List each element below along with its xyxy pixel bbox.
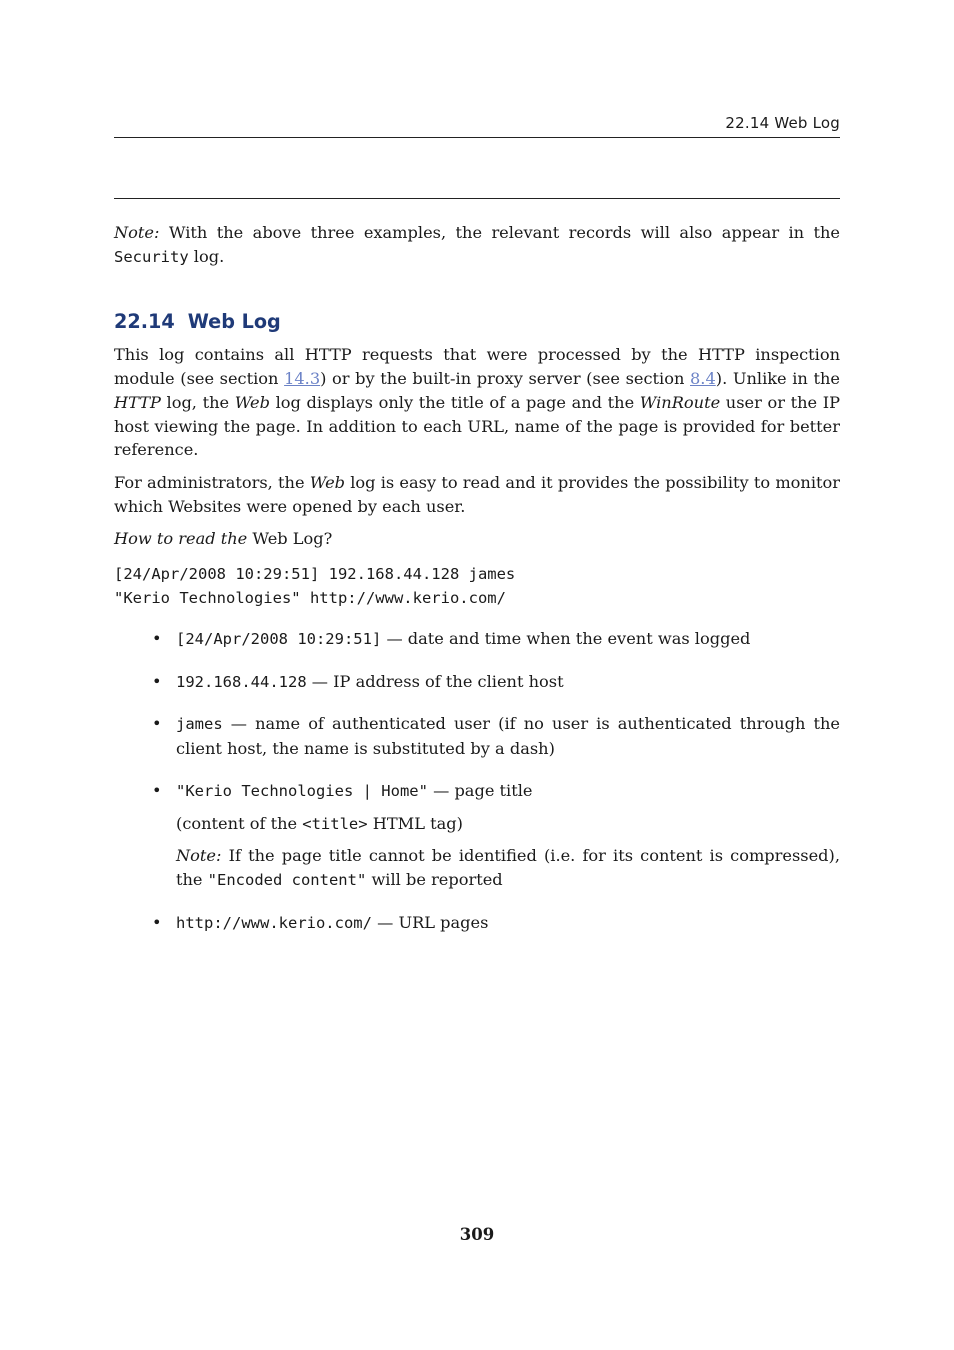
section-link-8-4[interactable]: 8.4 [690,369,716,389]
log-example-line: [24/Apr/2008 10:29:51] 192.168.44.128 james [114,565,516,584]
note-paragraph: Note: With the above three examples, the relevant records will also appear in the Security log. [114,223,840,266]
how-to-read: How to read the Web Log? [114,529,333,549]
list-item-datetime: • [24/Apr/2008 10:29:51] — date and time when the event was logged [114,627,840,652]
section-heading [114,309,840,335]
log-example-line: "Kerio Technologies" http://www.kerio.com/ [114,589,506,608]
admin-paragraph: For administrators, the Web log is easy to read and it provides the possibility to monitor which Websites were opened by each user. [114,472,841,516]
intro-paragraph: This log contains all HTTP requests that were processed by the HTTP inspection module (see section 14.3) or by the built-in proxy server (see section 8.4). Unlike in the HTTP log, the Web log displays only the title of a page and the WinRoute user or the IP host viewing the page. In addition to each URL, name of the page is provided for better reference. [114,345,840,460]
security-code: Security [114,247,189,266]
bullet-glyph: • [152,780,162,800]
list-item-user: • james — name of authenticated user (if no user is authenticated through the client host, the name is substituted by a dash) [152,714,840,759]
bullet-glyph: • [152,912,162,932]
section-number: 22.14 [114,310,175,334]
page [114,0,840,1350]
running-header: 22.14 Web Log [725,114,840,132]
bullet-glyph: • [152,629,162,649]
bullet-glyph: • [152,714,162,734]
section-title: Web Log [187,310,281,334]
title-tag-note: (content of the <title> HTML tag) [176,813,463,833]
page-number: 309 [459,1225,495,1244]
log-example [114,562,840,610]
list-item-url: • http://www.kerio.com/ — URL pages [114,911,840,936]
main-content [114,221,840,953]
list-item-title: • "Kerio Technologies | Home" — page title (content of the <title> HTML tag) Note: If the page title cannot be identified (i.e. for its content is compressed), the "Encoded content" will be reported [114,779,840,893]
separator-rule [114,198,840,199]
header-rule [114,137,840,138]
note-label: Note: [114,223,160,242]
section-link-14-3[interactable]: 14.3 [284,369,321,389]
list-item-ip: • 192.168.44.128 — IP address of the client host [114,670,840,695]
bullet-glyph: • [152,671,162,691]
field-list [114,627,840,935]
encoded-content-note: Note: If the page title cannot be identified (i.e. for its content is compressed), the "Encoded content" will be reported [176,846,840,889]
